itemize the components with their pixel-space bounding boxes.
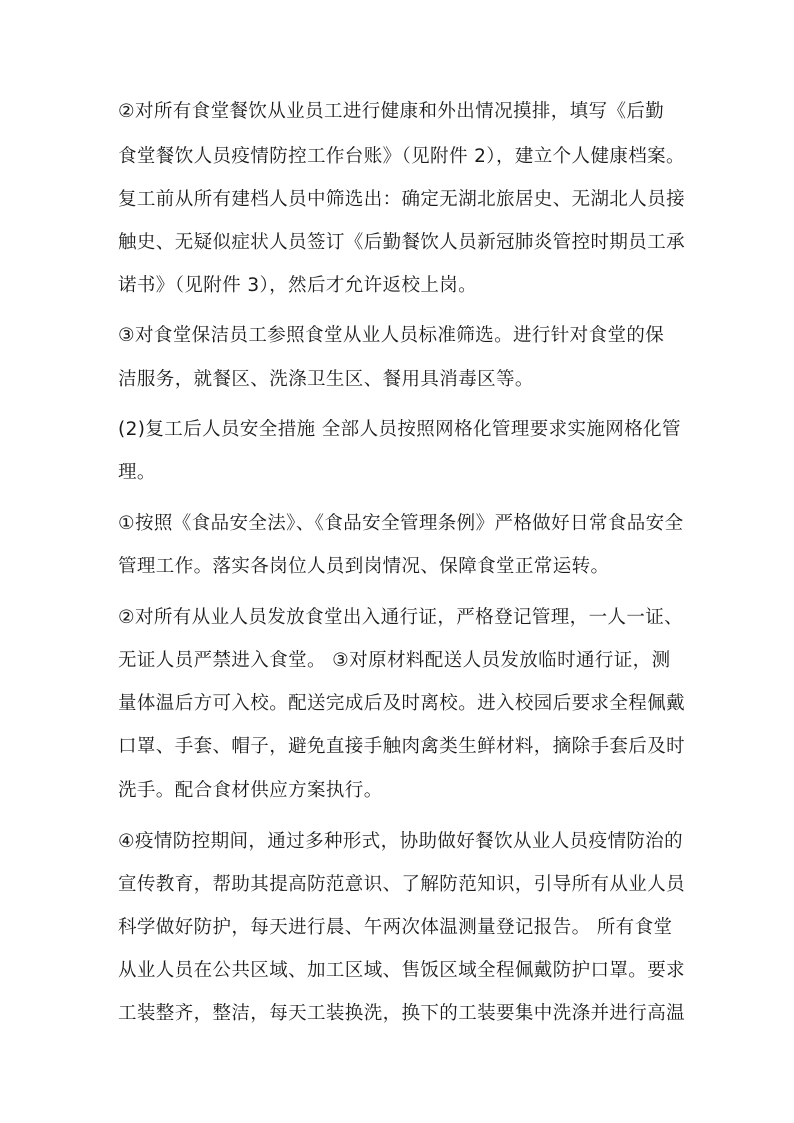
- paragraph-6-line-1: ④疫情防控期间，通过多种形式，协助做好餐饮从业人员疫情防治的: [118, 831, 684, 852]
- paragraph-6-line-4: 从业人员在公共区域、加工区域、售饭区域全程佩戴防护口罩。要求: [118, 960, 686, 981]
- paragraph-5-line-3: 量体温后方可入校。配送完成后及时离校。进入校园后要求全程佩戴: [118, 693, 686, 714]
- paragraph-2-line-2: 洁服务，就餐区、洗涤卫生区、餐用具消毒区等。: [118, 369, 534, 390]
- paragraph-1-line-2: 食堂餐饮人员疫情防控工作台账》（见附件 2），建立个人健康档案。: [118, 146, 685, 167]
- paragraph-6-line-3: 科学做好防护，每天进行晨、午两次体温测量登记报告。 所有食堂: [118, 917, 673, 938]
- paragraph-5-line-2: 无证人员严禁进入食堂。 ③对原材料配送人员发放临时通行证，测: [118, 650, 671, 671]
- paragraph-5-line-5: 洗手。配合食材供应方案执行。: [118, 780, 383, 801]
- paragraph-3-line-2: 理。: [118, 462, 156, 483]
- paragraph-4-line-1: ①按照《食品安全法》、《食品安全管理条例》严格做好日常食品安全: [118, 513, 684, 534]
- paragraph-1-line-4: 触史、无疑似症状人员签订《后勤餐饮人员新冠肺炎管控时期员工承: [118, 232, 686, 253]
- paragraph-5-line-4: 口罩、手套、帽子，避免直接手触肉禽类生鲜材料，摘除手套后及时: [118, 736, 686, 757]
- paragraph-6-line-5: 工装整齐，整洁，每天工装换洗，换下的工装要集中洗涤并进行高温: [118, 1003, 686, 1024]
- paragraph-2-line-1: ③对食堂保洁员工参照食堂从业人员标准筛选。进行针对食堂的保: [118, 325, 665, 346]
- paragraph-6-line-2: 宣传教育，帮助其提高防范意识、了解防范知识，引导所有从业人员: [118, 874, 686, 895]
- paragraph-1-line-5: 诺书》（见附件 3），然后才允许返校上岗。: [118, 275, 478, 296]
- paragraph-4-line-2: 管理工作。落实各岗位人员到岗情况、保障食堂正常运转。: [118, 556, 610, 577]
- paragraph-5-line-1: ②对所有从业人员发放食堂出入通行证，严格登记管理，一人一证、: [118, 607, 684, 628]
- paragraph-1-line-3: 复工前从所有建档人员中筛选出：确定无湖北旅居史、无湖北人员接: [118, 189, 686, 210]
- paragraph-1-line-1: ②对所有食堂餐饮从业员工进行健康和外出情况摸排，填写《后勤: [118, 101, 665, 122]
- paragraph-3-line-1: (2)复工后人员安全措施 全部人员按照网格化管理要求实施网格化管: [118, 419, 681, 440]
